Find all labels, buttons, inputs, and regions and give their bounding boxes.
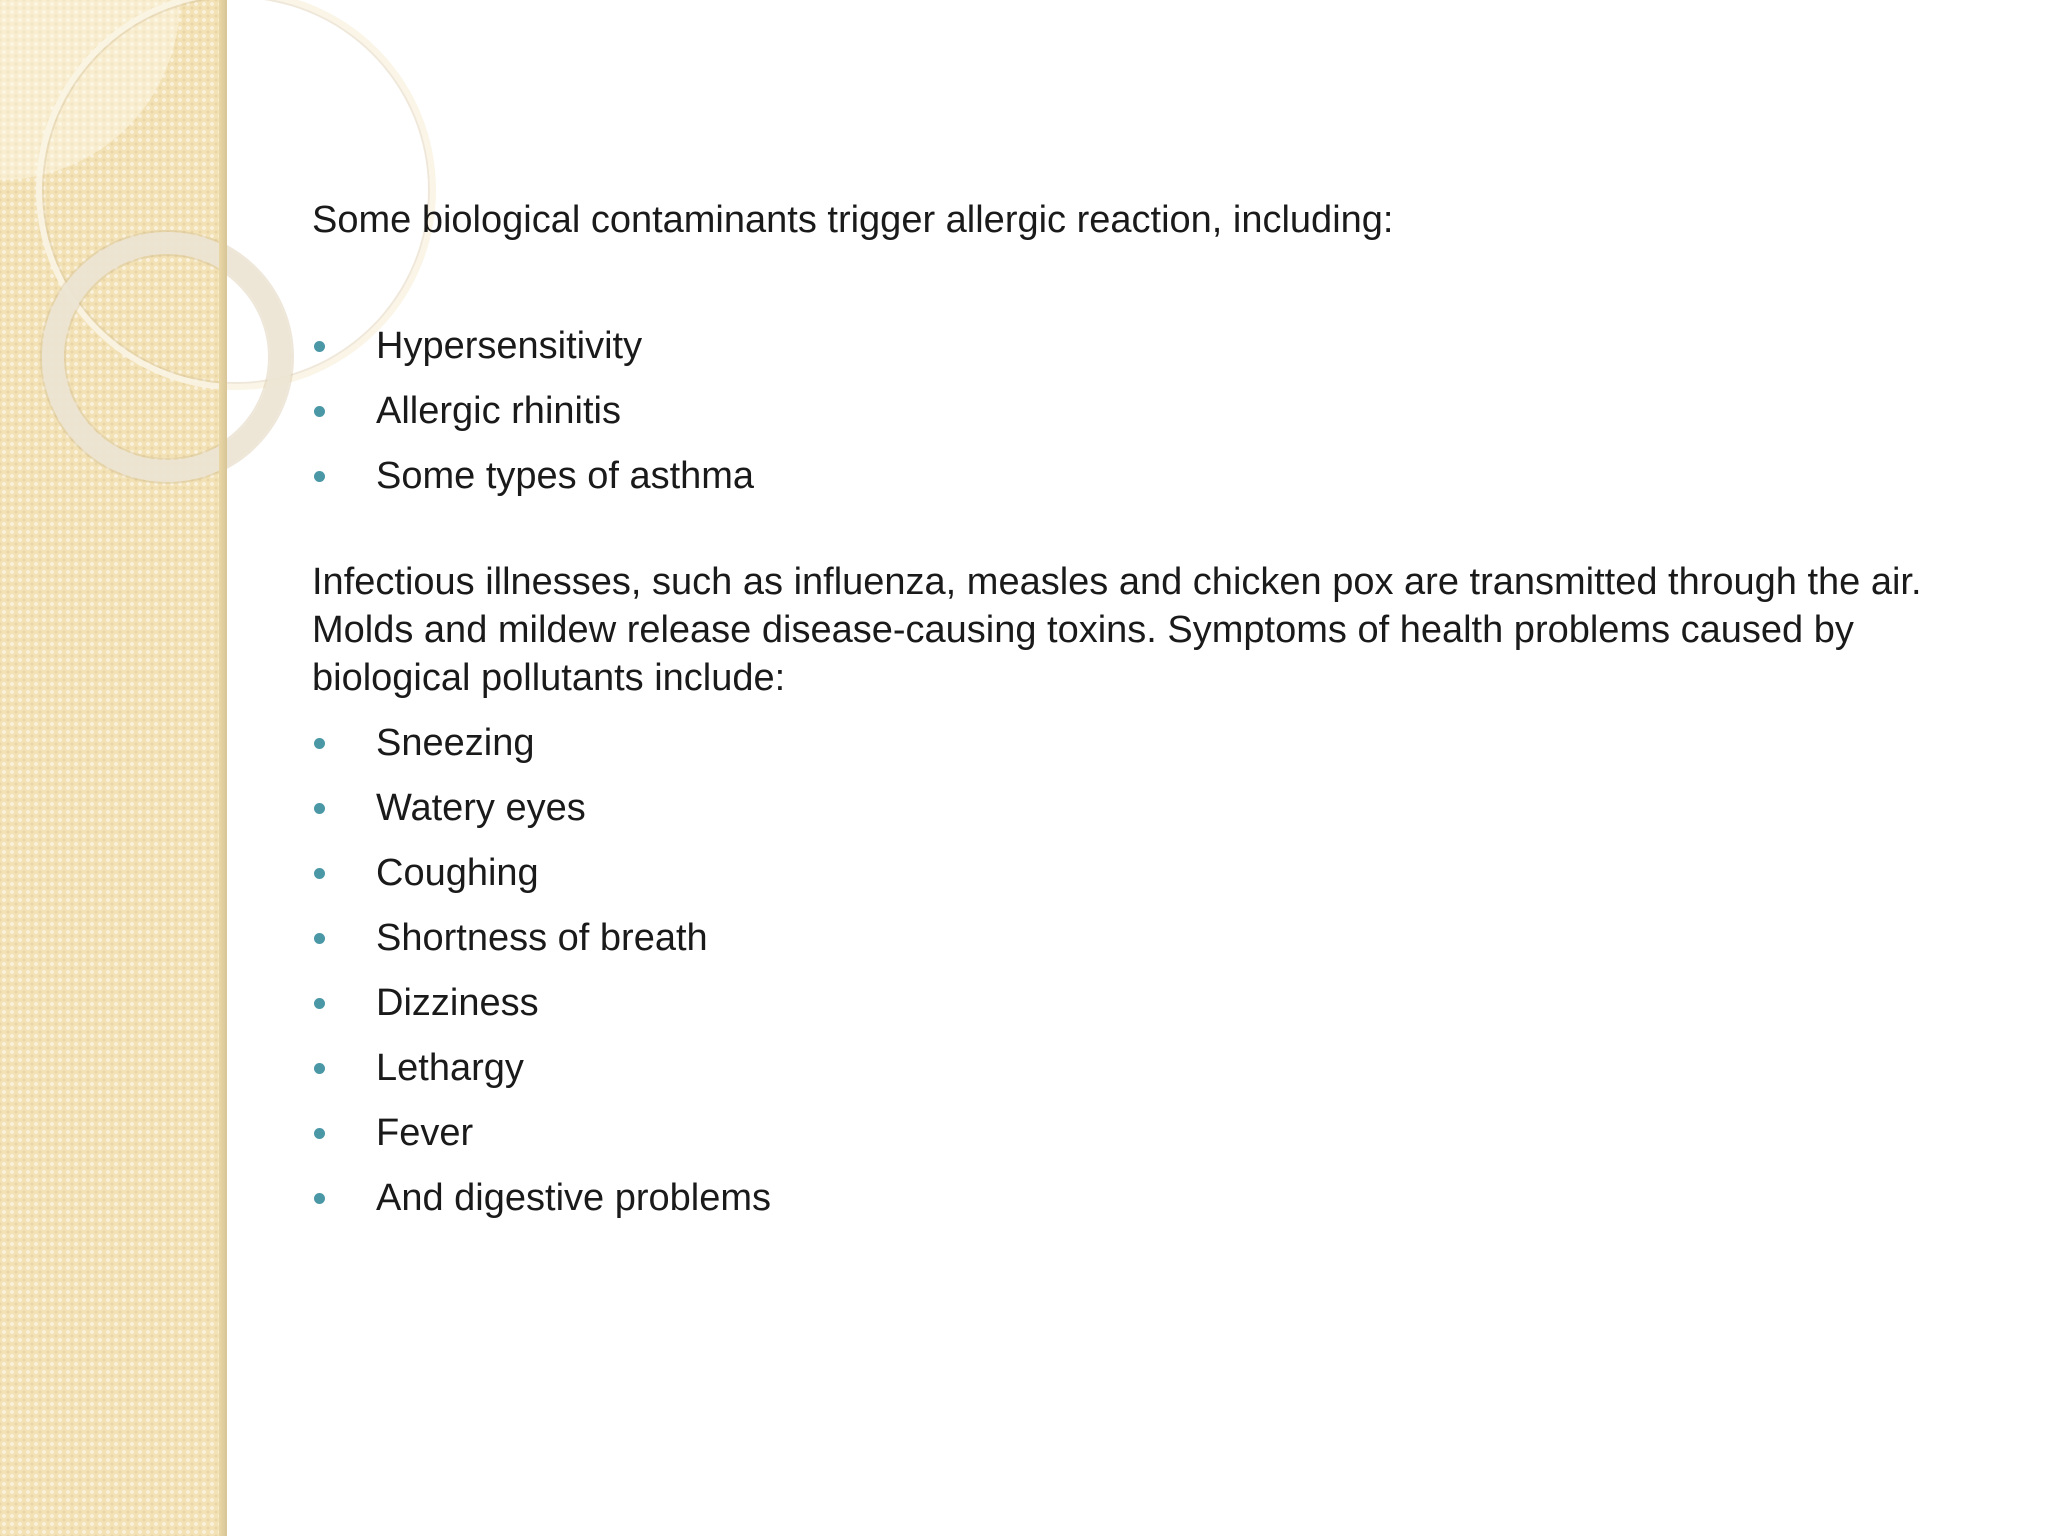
list-item-label: Dizziness xyxy=(376,982,539,1024)
bullet-icon xyxy=(314,1063,325,1074)
list-item xyxy=(312,452,1992,500)
allergic-reactions-list xyxy=(312,322,1992,500)
list-item xyxy=(312,1174,1992,1222)
list-item xyxy=(312,1044,1992,1092)
bullet-icon xyxy=(314,738,325,749)
infectious-paragraph: Infectious illnesses, such as influenza, measles and chicken pox are transmitted through the air. Molds and mildew release disease-causing toxins. Symptoms of health problems caused by biological pollutants include: xyxy=(312,561,1922,699)
list-item-label: Some types of asthma xyxy=(376,455,755,497)
list-item xyxy=(312,1109,1992,1157)
list-item xyxy=(312,849,1992,897)
bullet-icon xyxy=(314,471,325,482)
list-item xyxy=(312,914,1992,962)
bullet-icon xyxy=(314,1193,325,1204)
bullet-icon xyxy=(314,341,325,352)
list-item-label: Sneezing xyxy=(376,722,535,764)
bullet-icon xyxy=(314,803,325,814)
bullet-icon xyxy=(314,933,325,944)
decorative-sidebar xyxy=(0,0,227,1536)
list-item-label: And digestive problems xyxy=(376,1177,771,1219)
list-item-label: Watery eyes xyxy=(376,787,586,829)
list-item-label: Coughing xyxy=(376,852,539,894)
list-item-label: Hypersensitivity xyxy=(376,325,643,367)
intro-paragraph: Some biological contaminants trigger allergic reaction, including: xyxy=(312,199,1394,241)
list-item xyxy=(312,322,1992,370)
bullet-icon xyxy=(314,406,325,417)
sidebar-edge xyxy=(219,0,227,1536)
list-item xyxy=(312,719,1992,767)
list-item-label: Allergic rhinitis xyxy=(376,390,621,432)
list-item-label: Shortness of breath xyxy=(376,917,708,959)
list-item xyxy=(312,784,1992,832)
list-item-label: Lethargy xyxy=(376,1047,524,1089)
list-item-label: Fever xyxy=(376,1112,474,1154)
bullet-icon xyxy=(314,998,325,1009)
list-item xyxy=(312,387,1992,435)
slide-content xyxy=(312,196,1992,1239)
bullet-icon xyxy=(314,1128,325,1139)
symptoms-list xyxy=(312,719,1992,1222)
list-item xyxy=(312,979,1992,1027)
small-ring-ornament xyxy=(42,232,292,482)
bullet-icon xyxy=(314,868,325,879)
